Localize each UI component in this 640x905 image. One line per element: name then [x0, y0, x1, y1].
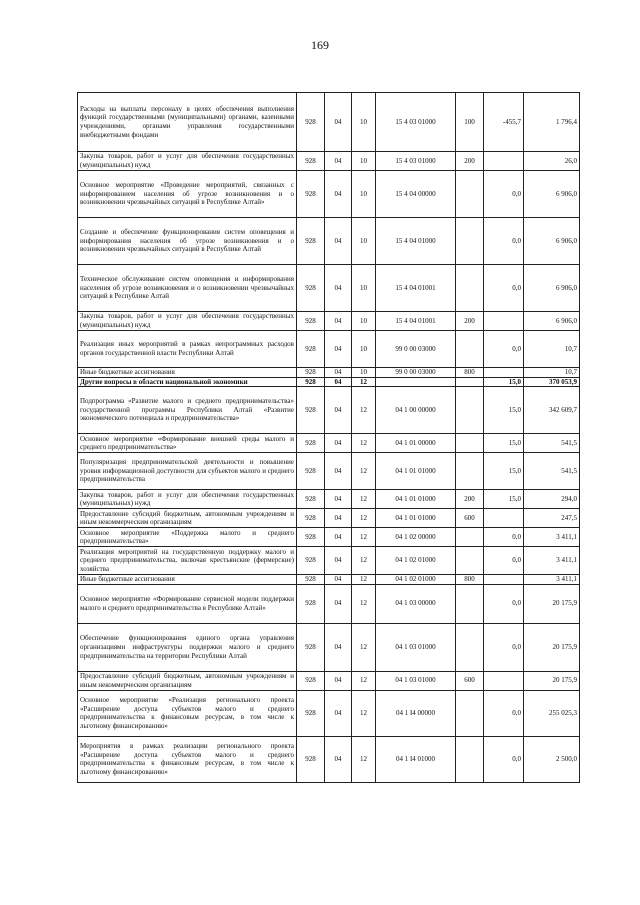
table-row — [78, 528, 580, 547]
expense-type-code — [456, 584, 484, 623]
row-description: Иные бюджетные ассигнования — [78, 575, 297, 585]
expense-type-code — [456, 387, 484, 434]
subsection-code: 12 — [352, 434, 376, 453]
section-code: 04 — [325, 152, 352, 171]
section-code: 04 — [325, 509, 352, 528]
total-amount: 3 411,1 — [524, 575, 580, 585]
total-amount: 2 500,0 — [524, 736, 580, 782]
table-row — [78, 690, 580, 736]
target-article-code — [376, 377, 456, 387]
ministry-code: 928 — [297, 171, 325, 218]
row-description: Закупка товаров, работ и услуг для обеспечения государственных (муниципальных) нужд — [78, 152, 297, 171]
subsection-code: 10 — [352, 368, 376, 378]
ministry-code: 928 — [297, 584, 325, 623]
table-row — [78, 736, 580, 782]
section-code: 04 — [325, 218, 352, 265]
target-article-code: 04 1 01 01000 — [376, 490, 456, 509]
total-amount: 26,0 — [524, 152, 580, 171]
expense-type-code — [456, 623, 484, 671]
section-code: 04 — [325, 671, 352, 690]
ministry-code: 928 — [297, 623, 325, 671]
row-description: Основное мероприятие «Формирование внешней среды малого и среднего предпринимательства» — [78, 434, 297, 453]
row-description: Закупка товаров, работ и услуг для обеспечения государственных (муниципальных) нужд — [78, 312, 297, 331]
total-amount: 247,5 — [524, 509, 580, 528]
section-code: 04 — [325, 584, 352, 623]
expense-type-code: 200 — [456, 490, 484, 509]
target-article-code: 04 1 02 01000 — [376, 575, 456, 585]
ministry-code: 928 — [297, 218, 325, 265]
table-row — [78, 171, 580, 218]
subsection-code: 12 — [352, 671, 376, 690]
target-article-code: 04 1 00 00000 — [376, 387, 456, 434]
row-description: Предоставление субсидий бюджетным, автономным учреждениям и иным некоммерческим организациям — [78, 509, 297, 528]
change-amount: 15,0 — [484, 434, 524, 453]
section-code: 04 — [325, 377, 352, 387]
row-description: Реализация иных мероприятий в рамках непрограммных расходов органов государственной власти Республики Алтай — [78, 331, 297, 368]
expense-type-code — [456, 218, 484, 265]
change-amount: 15,0 — [484, 377, 524, 387]
change-amount: 0,0 — [484, 584, 524, 623]
target-article-code: 04 1 I4 00000 — [376, 690, 456, 736]
total-amount: 10,7 — [524, 331, 580, 368]
section-code: 04 — [325, 547, 352, 575]
change-amount: 15,0 — [484, 453, 524, 490]
total-amount: 6 906,0 — [524, 171, 580, 218]
total-amount: 370 053,9 — [524, 377, 580, 387]
ministry-code: 928 — [297, 575, 325, 585]
row-description: Основное мероприятие «Реализация регионального проекта «Расширение доступа субъектов малого и среднего предпринимательства к финансовым ресурсам, в том числе к льготному финансированию» — [78, 690, 297, 736]
table-row — [78, 671, 580, 690]
target-article-code: 04 1 01 00000 — [376, 434, 456, 453]
subsection-code: 12 — [352, 509, 376, 528]
change-amount: 15,0 — [484, 490, 524, 509]
table-row — [78, 453, 580, 490]
table-row — [78, 623, 580, 671]
section-code: 04 — [325, 434, 352, 453]
row-description: Расходы на выплаты персоналу в целях обеспечения выполнения функций государственными (муниципальными) органами, казенными учреждениями, органами управления государственными внебюджетными фондами — [78, 93, 297, 152]
expense-type-code — [456, 377, 484, 387]
section-code: 04 — [325, 736, 352, 782]
target-article-code: 04 1 03 00000 — [376, 584, 456, 623]
expense-type-code: 600 — [456, 509, 484, 528]
subsection-code: 12 — [352, 623, 376, 671]
expense-type-code: 800 — [456, 575, 484, 585]
expense-type-code — [456, 265, 484, 312]
section-code: 04 — [325, 575, 352, 585]
target-article-code: 04 1 01 01000 — [376, 509, 456, 528]
target-article-code: 99 0 00 03000 — [376, 331, 456, 368]
page-number: 169 — [311, 38, 329, 52]
table-row — [78, 387, 580, 434]
table-row — [78, 331, 580, 368]
subsection-code: 12 — [352, 584, 376, 623]
ministry-code: 928 — [297, 434, 325, 453]
row-description: Основное мероприятие «Поддержка малого и среднего предпринимательства» — [78, 528, 297, 547]
change-amount — [484, 368, 524, 378]
row-description: Реализация мероприятий на государственную поддержку малого и среднего предпринимательства, включая крестьянские (фермерские) хозяйства — [78, 547, 297, 575]
total-amount: 541,5 — [524, 434, 580, 453]
expense-type-code: 200 — [456, 312, 484, 331]
row-description: Закупка товаров, работ и услуг для обеспечения государственных (муниципальных) нужд — [78, 490, 297, 509]
section-code: 04 — [325, 93, 352, 152]
ministry-code: 928 — [297, 490, 325, 509]
row-description: Создание и обеспечение функционирования систем оповещения и информирования населения об угрозе возникновения и о возникновении чрезвычайных ситуаций в Республике Алтай — [78, 218, 297, 265]
expense-type-code — [456, 171, 484, 218]
ministry-code: 928 — [297, 152, 325, 171]
row-description: Мероприятия в рамках реализации регионального проекта «Расширение доступа субъектов малого и среднего предпринимательства к финансовым ресурсам, в том числе к льготному финансированию» — [78, 736, 297, 782]
section-code: 04 — [325, 623, 352, 671]
ministry-code: 928 — [297, 453, 325, 490]
section-code: 04 — [325, 171, 352, 218]
change-amount — [484, 575, 524, 585]
expense-type-code — [456, 331, 484, 368]
ministry-code: 928 — [297, 368, 325, 378]
subsection-code: 12 — [352, 453, 376, 490]
subsection-code: 10 — [352, 265, 376, 312]
target-article-code: 15 4 04 00000 — [376, 171, 456, 218]
total-amount: 3 411,1 — [524, 547, 580, 575]
expense-type-code — [456, 547, 484, 575]
subsection-code: 12 — [352, 690, 376, 736]
change-amount: 0,0 — [484, 218, 524, 265]
subsection-code: 12 — [352, 528, 376, 547]
expense-type-code — [456, 528, 484, 547]
change-amount — [484, 509, 524, 528]
subsection-code: 12 — [352, 575, 376, 585]
table-row — [78, 575, 580, 585]
total-amount: 20 175,9 — [524, 671, 580, 690]
target-article-code: 15 4 03 01000 — [376, 93, 456, 152]
target-article-code: 15 4 04 01000 — [376, 218, 456, 265]
section-code: 04 — [325, 690, 352, 736]
subsection-code: 10 — [352, 312, 376, 331]
ministry-code: 928 — [297, 265, 325, 312]
ministry-code: 928 — [297, 509, 325, 528]
change-amount — [484, 152, 524, 171]
subsection-code: 12 — [352, 547, 376, 575]
table-row — [78, 312, 580, 331]
table-row — [78, 152, 580, 171]
section-code: 04 — [325, 387, 352, 434]
total-amount: 20 175,9 — [524, 584, 580, 623]
total-amount: 10,7 — [524, 368, 580, 378]
total-amount: 255 025,3 — [524, 690, 580, 736]
change-amount: 0,0 — [484, 528, 524, 547]
ministry-code: 928 — [297, 387, 325, 434]
section-code: 04 — [325, 453, 352, 490]
target-article-code: 15 4 04 01001 — [376, 265, 456, 312]
subsection-code: 10 — [352, 93, 376, 152]
ministry-code: 928 — [297, 377, 325, 387]
total-amount: 342 609,7 — [524, 387, 580, 434]
section-code: 04 — [325, 331, 352, 368]
total-amount: 541,5 — [524, 453, 580, 490]
row-description: Обеспечение функционирования единого органа управления организациями инфраструктуры поддержки малого и среднего предпринимательства на территории Республики Алтай — [78, 623, 297, 671]
expense-type-code: 200 — [456, 152, 484, 171]
table-row — [78, 490, 580, 509]
change-amount: 0,0 — [484, 331, 524, 368]
subsection-code: 10 — [352, 331, 376, 368]
change-amount: 15,0 — [484, 387, 524, 434]
target-article-code: 99 0 00 03000 — [376, 368, 456, 378]
section-code: 04 — [325, 490, 352, 509]
table-row — [78, 368, 580, 378]
expense-type-code — [456, 434, 484, 453]
total-amount: 20 175,9 — [524, 623, 580, 671]
ministry-code: 928 — [297, 312, 325, 331]
table-row — [78, 547, 580, 575]
subsection-code: 12 — [352, 490, 376, 509]
subsection-code: 12 — [352, 387, 376, 434]
expense-type-code: 800 — [456, 368, 484, 378]
change-amount: 0,0 — [484, 171, 524, 218]
table-row — [78, 265, 580, 312]
ministry-code: 928 — [297, 528, 325, 547]
subsection-code: 10 — [352, 218, 376, 265]
expense-type-code: 100 — [456, 93, 484, 152]
total-amount: 3 411,1 — [524, 528, 580, 547]
change-amount: -455,7 — [484, 93, 524, 152]
change-amount: 0,0 — [484, 547, 524, 575]
ministry-code: 928 — [297, 736, 325, 782]
table-row — [78, 509, 580, 528]
change-amount — [484, 312, 524, 331]
subsection-code: 12 — [352, 377, 376, 387]
target-article-code: 15 4 03 01000 — [376, 152, 456, 171]
change-amount: 0,0 — [484, 736, 524, 782]
row-description: Предоставление субсидий бюджетным, автономным учреждениям и иным некоммерческим организациям — [78, 671, 297, 690]
target-article-code: 04 1 02 00000 — [376, 528, 456, 547]
budget-table — [77, 92, 580, 783]
table-row — [78, 434, 580, 453]
change-amount: 0,0 — [484, 265, 524, 312]
subsection-code: 10 — [352, 152, 376, 171]
expense-type-code — [456, 453, 484, 490]
row-description: Техническое обслуживание систем оповещения и информирования населения об угрозе возникновения и о возникновении чрезвычайных ситуаций в Республике Алтай — [78, 265, 297, 312]
total-amount: 6 906,0 — [524, 218, 580, 265]
target-article-code: 04 1 03 01000 — [376, 671, 456, 690]
expense-type-code: 600 — [456, 671, 484, 690]
section-code: 04 — [325, 368, 352, 378]
row-description: Популяризация предпринимательской деятельности и повышение уровня информационной доступности для субъектов малого и среднего предпринимательства — [78, 453, 297, 490]
table-row — [78, 377, 580, 387]
target-article-code: 15 4 04 01001 — [376, 312, 456, 331]
target-article-code: 04 1 02 01000 — [376, 547, 456, 575]
total-amount: 1 796,4 — [524, 93, 580, 152]
ministry-code: 928 — [297, 671, 325, 690]
change-amount: 0,0 — [484, 690, 524, 736]
total-amount: 6 906,0 — [524, 312, 580, 331]
table-body — [78, 93, 580, 783]
table-row — [78, 218, 580, 265]
section-code: 04 — [325, 265, 352, 312]
row-description: Подпрограмма «Развитие малого и среднего предпринимательства» государственной программы Республики Алтай «Развитие экономического потенциала и предпринимательства» — [78, 387, 297, 434]
ministry-code: 928 — [297, 93, 325, 152]
subsection-code: 10 — [352, 171, 376, 218]
ministry-code: 928 — [297, 690, 325, 736]
section-code: 04 — [325, 312, 352, 331]
expense-type-code — [456, 690, 484, 736]
table-row — [78, 584, 580, 623]
expense-type-code — [456, 736, 484, 782]
table-row — [78, 93, 580, 152]
total-amount: 294,0 — [524, 490, 580, 509]
row-description: Основное мероприятие «Проведение мероприятий, связанных с информированием населения об угрозе возникновения и о возникновении чрезвычайных ситуаций в Республике Алтай» — [78, 171, 297, 218]
target-article-code: 04 1 I4 01000 — [376, 736, 456, 782]
target-article-code: 04 1 01 01000 — [376, 453, 456, 490]
total-amount: 6 906,0 — [524, 265, 580, 312]
target-article-code: 04 1 03 01000 — [376, 623, 456, 671]
ministry-code: 928 — [297, 331, 325, 368]
change-amount: 0,0 — [484, 623, 524, 671]
row-description: Основное мероприятие «Формирование сервисной модели поддержки малого и среднего предпринимательства в Республике Алтай» — [78, 584, 297, 623]
section-code: 04 — [325, 528, 352, 547]
row-description: Другие вопросы в области национальной экономики — [78, 377, 297, 387]
ministry-code: 928 — [297, 547, 325, 575]
change-amount — [484, 671, 524, 690]
subsection-code: 12 — [352, 736, 376, 782]
row-description: Иные бюджетные ассигнования — [78, 368, 297, 378]
